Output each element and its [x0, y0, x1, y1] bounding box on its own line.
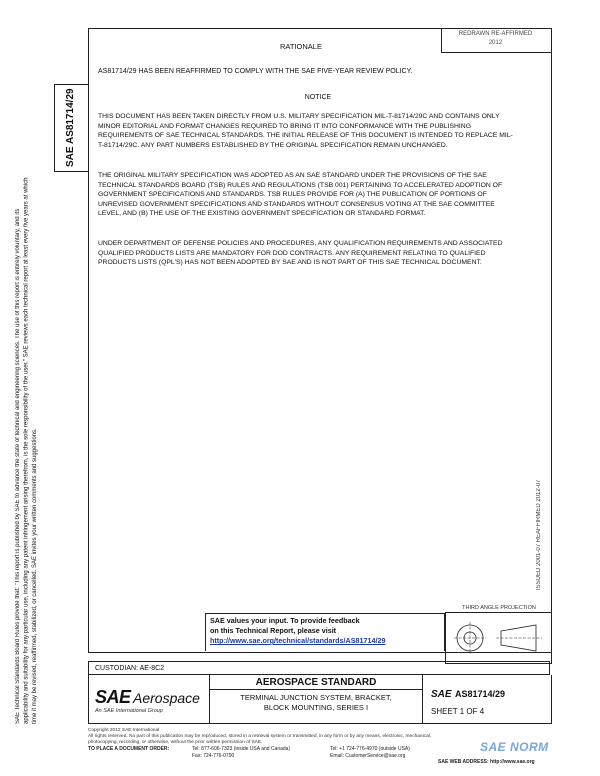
sheet-number: SHEET 1 OF 4 — [431, 707, 485, 716]
copyright-line: Copyright 2012 SAE International — [88, 728, 160, 733]
rationale-heading: RATIONALE — [280, 42, 322, 51]
logo-subtitle: An SAE International Group — [95, 708, 163, 714]
feedback-callout — [205, 613, 445, 651]
order-info — [88, 746, 169, 753]
email-contact[interactable]: Email: CustomerService@sae.org — [330, 752, 406, 759]
side-doc-id: SAE AS81714/29 — [65, 88, 76, 168]
fax-number: Fax: 724-776-0790 — [192, 752, 235, 759]
third-angle-projection-icon — [446, 613, 551, 663]
revision-date: 2012 — [488, 40, 503, 46]
footer-copyright — [88, 728, 448, 747]
web-address[interactable]: SAE WEB ADDRESS: http://www.sae.org — [438, 759, 535, 765]
revision-status: REDRAWN RE-AFFIRMED — [458, 31, 533, 37]
sae-norm-watermark: SAE NORM — [480, 740, 549, 754]
logo-aerospace-text: Aerospace — [133, 690, 200, 706]
standard-title: AEROSPACE STANDARD — [210, 675, 422, 690]
contact-intl — [330, 746, 410, 759]
document-number: AS81714/29 — [455, 689, 506, 699]
projection-label: THIRD ANGLE PROJECTION — [462, 605, 536, 611]
sae-logo-small: SAE — [431, 689, 452, 700]
rationale-text: AS81714/29 HAS BEEN REAFFIRMED TO COMPLY WITH THE SAE FIVE-YEAR REVIEW POLICY. — [98, 68, 413, 75]
custodian-row — [88, 661, 550, 675]
projection-box — [445, 612, 552, 664]
subject-line-2: BLOCK MOUNTING, SERIES I — [263, 703, 369, 712]
order-label: TO PLACE A DOCUMENT ORDER: — [88, 746, 170, 752]
feedback-line-1: SAE values your input. To provide feedback — [210, 616, 360, 625]
contact-us — [192, 746, 290, 759]
logo-sae-text: SAE — [95, 687, 131, 707]
title-block — [88, 675, 552, 724]
side-legal-notice: SAE Technical Standards Board Rules provide that: "This report is published by SAE to advance the state of technical and engineering sciences. The use of this report is entirely voluntary, and its applicability and suitability for any particular use, including any patent infringement arising therefrom, is the sole responsibility of the user." SAE reviews each technical report at least every five years at which time it may be revised, reaffirmed, stabilized, or cancelled. SAE invites your written comments and suggestions. — [15, 177, 38, 724]
feedback-line-2: on this Technical Report, please visit — [210, 626, 337, 635]
notice-paragraph-3: UNDER DEPARTMENT OF DEFENSE POLICIES AND PROCEDURES, ANY QUALIFICATION REQUIREMENTS AND ASSOCIATED QUALIFIED PRODUCTS LISTS ARE MANDATORY FOR DOD CONTRACTS. ANY REQUIREMENT RELATING TO QUALIFIED PRODUCTS LISTS (QPL'S) HAS NOT BEEN ADOPTED BY SAE AND IS NOT PART OF THIS SAE TECHNICAL DOCUMENT. — [98, 240, 503, 267]
custodian-label: CUSTODIAN: AE-8C2 — [95, 665, 165, 672]
rights-statement: All rights reserved. No part of this publication may be reproduced, stored in a retrieval system or transmitted, in any form or by any means, electronic, mechanical, photocopying, recording, or otherwise, without the prior written permission of SAE. — [88, 734, 432, 746]
document-subject — [210, 693, 422, 713]
sae-aerospace-logo — [89, 675, 210, 723]
tel-inside-usa: Tel: 877-606-7323 (inside USA and Canada) — [192, 746, 291, 752]
notice-paragraph-2: THE ORIGINAL MILITARY SPECIFICATION WAS ADOPTED AS AN SAE STANDARD UNDER THE PROVISIONS OF THE SAE TECHNICAL STANDARDS BOARD (TSB) RULES AND REGULATIONS (TSB 001) PERTAINING TO ACCELERATED ADOPTION OF GOVERNMENT SPECIFICATIONS AND STANDARDS. TSB RULES PROVIDE FOR (A) THE PUBLICATION OF PORTIONS OF UNREVISED GOVERNMENT SPECIFICATIONS AND STANDARDS WITHOUT CONSENSUS VOTING AT THE SAE COMMITTEE LEVEL, AND (B) THE USE OF THE EXISTING GOVERNMENT SPECIFICATION OR STANDARD FORMAT. — [98, 172, 503, 218]
feedback-link[interactable]: http://www.sae.org/technical/standards/AS81714/29 — [210, 636, 386, 645]
subject-line-1: TERMINAL JUNCTION SYSTEM, BRACKET, — [240, 693, 392, 702]
notice-heading: NOTICE — [304, 94, 332, 101]
document-number-cell — [422, 675, 552, 723]
notice-paragraph-1: THIS DOCUMENT HAS BEEN TAKEN DIRECTLY FROM U.S. MILITARY SPECIFICATION MIL-T-81714/29C AND CONTAINS ONLY MINOR EDITORIAL AND FORMAT CHANGES REQUIRED TO BRING IT INTO CONFORMANCE WITH THE PUBLISHING REQUIREMENTS OF SAE TECHNICAL STANDARDS. THE INITIAL RELEASE OF THIS DOCUMENT IS INTENDED TO REPLACE MIL-T-81714/29C. ANY PART NUMBERS ESTABLISHED BY THE ORIGINAL SPECIFICATION REMAIN UNCHANGED. — [98, 113, 513, 149]
tel-outside-usa: Tel: +1 724-776-4970 (outside USA) — [330, 746, 410, 752]
issue-dates: ISSUED 2001-07 REAFFIRMED 2012-07 — [536, 479, 542, 591]
